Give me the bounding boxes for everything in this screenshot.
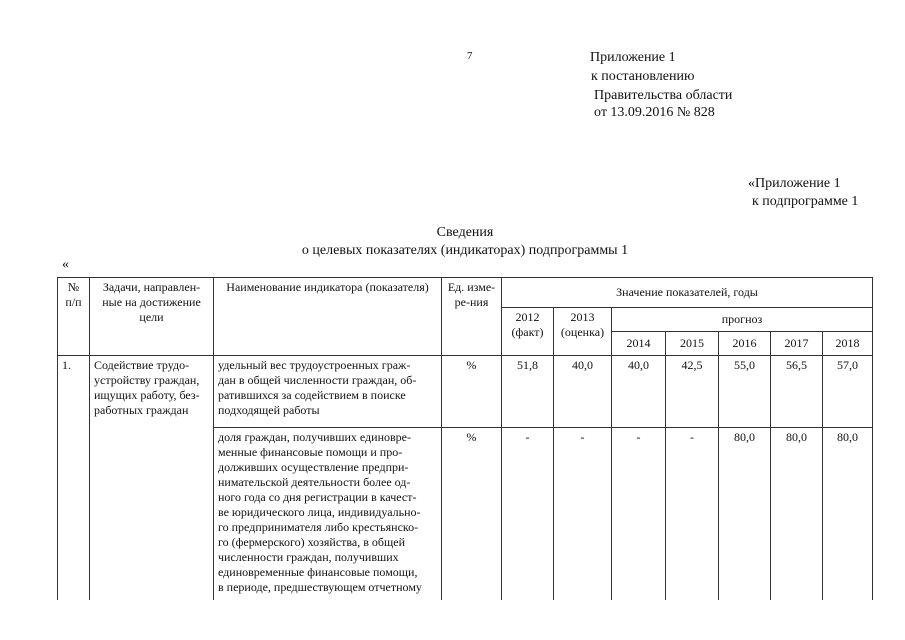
row-number: 1. (58, 356, 90, 600)
forecast-header: прогноз (612, 308, 873, 332)
appendix-government: Правительства области (594, 88, 733, 103)
year-2014-header: 2014 (612, 332, 666, 356)
open-quote: « (62, 257, 69, 272)
year-2015-header: 2015 (666, 332, 719, 356)
row-indicator: удельный вес трудоустроенных граж- дан в общей численности граждан, об- ратившихся за содействием в поиске подходящей работы (214, 356, 442, 428)
subappendix-subprogram: к подпрограмме 1 (752, 194, 859, 209)
value-2018: 57,0 (823, 356, 873, 428)
year-2013-header: 2013 (оценка) (554, 308, 612, 356)
value-2012: 51,8 (502, 356, 554, 428)
row-unit: % (442, 428, 502, 600)
table-row (58, 356, 873, 428)
year-2016-header: 2016 (719, 332, 771, 356)
value-2016: 80,0 (719, 428, 771, 600)
value-2015: 42,5 (666, 356, 719, 428)
value-2015: - (666, 428, 719, 600)
row-unit: % (442, 356, 502, 428)
col-task-header: Задачи, направлен- ные на достижение цели (90, 278, 214, 356)
document-title: Сведения (436, 225, 494, 240)
col-number-header: № п/п (58, 278, 90, 356)
subappendix-title: «Приложение 1 (748, 176, 841, 191)
value-2018: 80,0 (823, 428, 873, 600)
page-number: 7 (467, 50, 473, 62)
year-2017-header: 2017 (771, 332, 823, 356)
indicators-table (57, 277, 873, 600)
row-task: Содействие трудо- устройству граждан, ищущих работу, без- работных граждан (90, 356, 214, 600)
value-2014: 40,0 (612, 356, 666, 428)
value-2013: 40,0 (554, 356, 612, 428)
appendix-resolution: к постановлению (591, 69, 695, 84)
appendix-title: Приложение 1 (590, 50, 676, 65)
value-2012: - (502, 428, 554, 600)
value-2017: 80,0 (771, 428, 823, 600)
col-values-header: Значение показателей, годы (502, 278, 873, 308)
document-subtitle: о целевых показателях (индикаторах) подпрограммы 1 (301, 243, 629, 258)
value-2014: - (612, 428, 666, 600)
row-indicator: доля граждан, получивших единовре- менные финансовые помощи и про- долживших осуществление предпри- нимательской деятельности более од- ного года со дня регистрации в качест- ве юридического лица, индивидуально- го предпринимателя либо крестьянско- го (фермерского) хозяйства, в общей численности граждан, получивших единовременные финансовые помощи, в периоде, предшествующем отчетному (214, 428, 442, 600)
value-2016: 55,0 (719, 356, 771, 428)
appendix-date: от 13.09.2016 № 828 (594, 105, 715, 120)
col-unit-header: Ед. изме- ре-ния (442, 278, 502, 356)
value-2017: 56,5 (771, 356, 823, 428)
year-2018-header: 2018 (823, 332, 873, 356)
year-2012-header: 2012 (факт) (502, 308, 554, 356)
col-indicator-header: Наименование индикатора (показателя) (214, 278, 442, 356)
value-2013: - (554, 428, 612, 600)
